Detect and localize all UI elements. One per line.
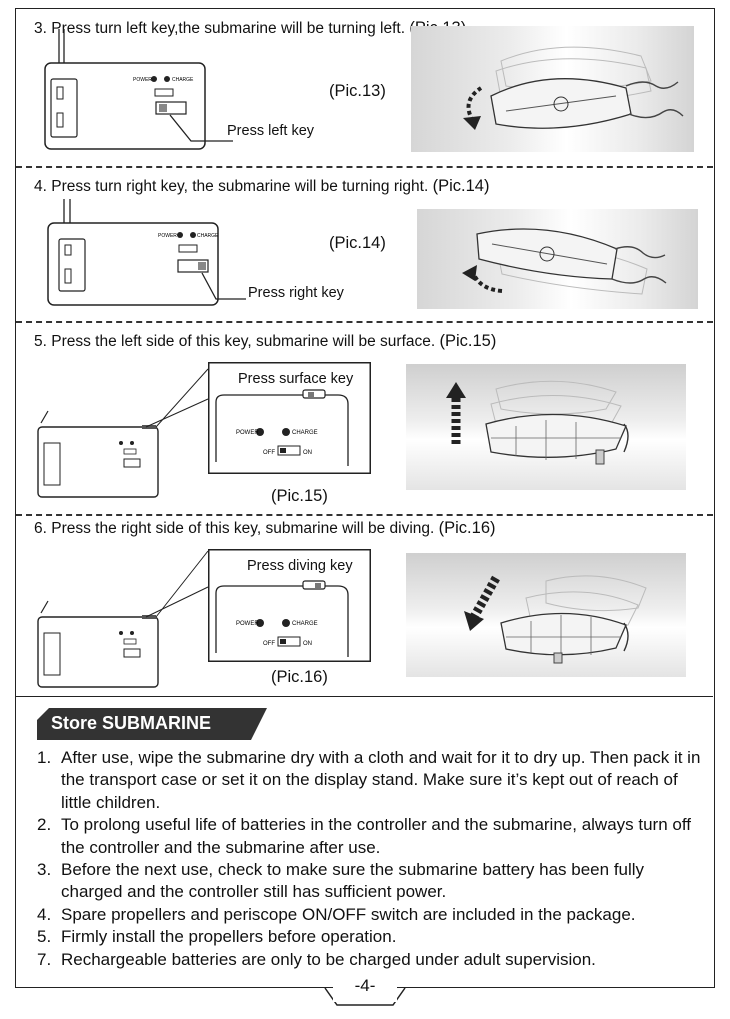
svg-text:OFF: OFF xyxy=(263,641,275,647)
section-heading: 5. Press the left side of this key, submarine will be surface. (Pic.15) xyxy=(34,332,497,350)
submarine-photo xyxy=(406,553,686,677)
key-callout-label: Press right key xyxy=(248,285,344,301)
key-callout-label: Press left key xyxy=(227,123,315,139)
controller-diagram xyxy=(43,29,243,159)
store-title-badge: Store SUBMARINE xyxy=(37,708,267,740)
manual-page xyxy=(15,8,715,988)
key-callout-label: Press diving key xyxy=(247,558,353,574)
svg-text:POWER: POWER xyxy=(236,621,259,627)
list-item: 7. Rechargeable batteries are only to be charged under adult supervision. xyxy=(37,949,596,969)
submarine-illustration xyxy=(411,26,694,152)
section-divider xyxy=(16,321,713,323)
list-item: 1. After use, wipe the submarine dry with a cloth and wait for it to dry up. Then pack it in the transport case or set it on the display stand. Make sure it’s kept out of reach of little children. xyxy=(37,748,701,812)
page-number: -4- xyxy=(333,976,397,1002)
section-divider xyxy=(16,166,713,168)
figure-caption: (Pic.15) xyxy=(271,487,328,505)
controller-diagram xyxy=(46,199,246,311)
list-item: 4. Spare propellers and periscope ON/OFF switch are included in the package. xyxy=(37,904,636,924)
submarine-photo xyxy=(417,209,698,309)
store-instructions-list xyxy=(37,747,707,971)
controller-side-diagram xyxy=(36,409,186,501)
svg-text:POWER: POWER xyxy=(158,233,177,239)
svg-text:CHARGE: CHARGE xyxy=(197,233,219,239)
list-item: 3. Before the next use, check to make sure the submarine battery has been fully charged and the controller still has sufficient power. xyxy=(37,860,645,902)
submarine-photo xyxy=(411,26,694,152)
svg-text:ON: ON xyxy=(303,450,312,456)
submarine-illustration xyxy=(406,364,686,490)
svg-text:OFF: OFF xyxy=(263,450,275,456)
submarine-illustration xyxy=(406,553,686,677)
svg-text:CHARGE: CHARGE xyxy=(292,621,318,627)
section-heading: 3. Press turn left key,the submarine will be turning left. xyxy=(34,20,406,37)
key-callout-label: Press surface key xyxy=(238,371,354,387)
figure-caption: (Pic.16) xyxy=(271,668,328,686)
list-item: 2. To prolong useful life of batteries in the controller and the submarine, always turn off the controller and the submarine after use. xyxy=(37,815,691,857)
submarine-illustration xyxy=(417,209,698,309)
submarine-photo xyxy=(406,364,686,490)
svg-text:CHARGE: CHARGE xyxy=(292,430,318,436)
figure-caption: (Pic.14) xyxy=(329,234,386,252)
section-heading: 6. Press the right side of this key, submarine will be diving. (Pic.16) xyxy=(34,519,496,537)
svg-text:POWER: POWER xyxy=(236,430,259,436)
svg-text:POWER: POWER xyxy=(133,77,152,83)
list-item: 5. Firmly install the propellers before operation. xyxy=(37,927,397,947)
svg-text:ON: ON xyxy=(303,641,312,647)
section-separator xyxy=(16,696,713,697)
controller-side-diagram xyxy=(36,599,186,691)
figure-caption: (Pic.13) xyxy=(329,82,386,100)
section-heading: 4. Press turn right key, the submarine will be turning right. (Pic.14) xyxy=(34,177,490,195)
section-divider xyxy=(16,514,713,516)
svg-text:CHARGE: CHARGE xyxy=(172,77,194,83)
